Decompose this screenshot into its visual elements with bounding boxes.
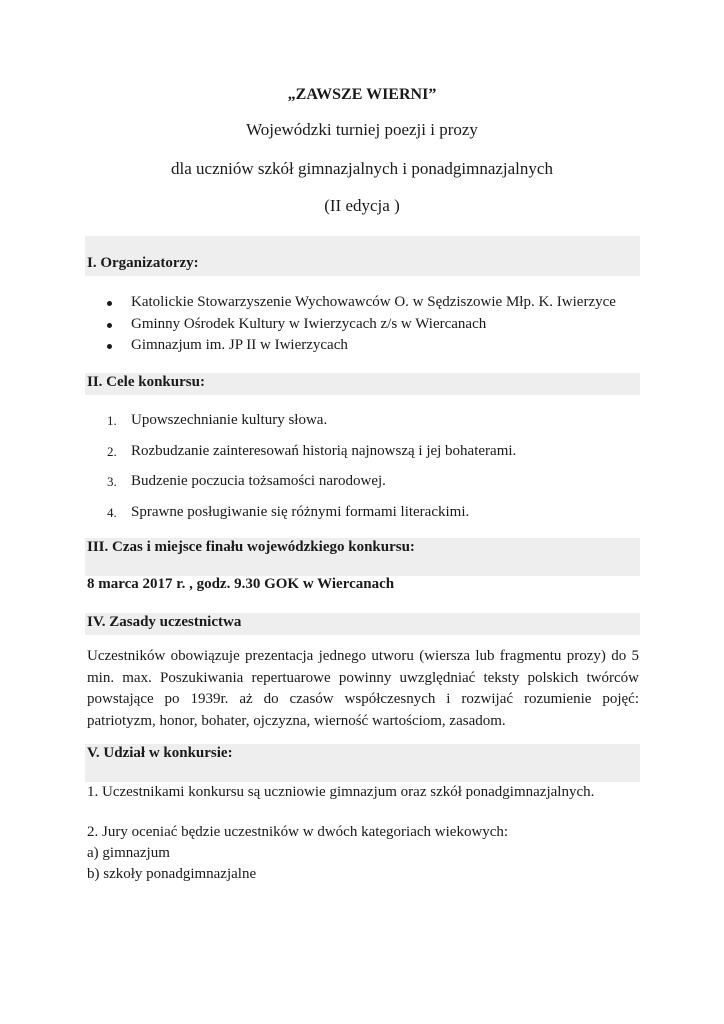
section-goals-heading: [85, 373, 640, 395]
category-b: b) szkoły ponadgimnazjalne: [87, 866, 257, 882]
list-item: Gminny Ośrodek Kultury w Iwierzycach z/s w Wiercanach: [105, 314, 645, 336]
list-number: 3.: [107, 474, 117, 489]
document-subtitle-audience: dla uczniów szkół gimnazjalnych i ponadgimnazjalnych: [171, 159, 553, 178]
participation-point-1: 1. Uczestnikami konkursu są uczniowie gimnazjum oraz szkół ponadgimnazjalnych.: [87, 784, 595, 800]
categories-intro: 2. Jury oceniać będzie uczestników w dwóch kategoriach wiekowych:: [87, 824, 509, 840]
document-title: „ZAWSZE WIERNI”: [287, 86, 437, 103]
section-organizers-heading: [85, 236, 640, 276]
participation-point-2: [87, 822, 508, 885]
section-heading-text: I. Organizatorzy:: [87, 255, 199, 271]
list-item: Katolickie Stowarzyszenie Wychowawców O. w Sędziszowie Młp. K. Iwierzyce: [105, 292, 645, 314]
final-date-location: 8 marca 2017 r. , godz. 9.30 GOK w Wiercanach: [87, 576, 395, 592]
section-rules-heading: [85, 613, 640, 635]
section-heading-text: II. Cele konkursu:: [87, 374, 205, 390]
list-number: 2.: [107, 443, 117, 459]
list-text: Sprawne posługiwanie się różnymi formami literackimi.: [131, 503, 470, 520]
list-item: Gimnazjum im. JP II w Iwierzycach: [105, 335, 645, 357]
list-item: [105, 410, 645, 441]
section-participation-heading: [85, 744, 640, 782]
list-text: Budzenie poczucia tożsamości narodowej.: [131, 473, 386, 489]
list-text: Rozbudzanie zainteresowań historią najnowszą i jej bohaterami.: [131, 442, 517, 459]
list-item: [105, 502, 645, 533]
rules-paragraph: Uczestników obowiązuje prezentacja jednego utworu (wiersza lub fragmentu prozy) do 5 min. max. Poszukiwania repertuarowe powinny uwzględniać teksty polskich twórców powstające po 1939r. aż do czasów współczesnych i rozwijać rozumienie pojęć: patriotyzm, honor, bohater, ojczyzna, wierność wartościom, zasadom.: [87, 648, 639, 729]
section-heading-text: III. Czas i miejsce finału wojewódzkiego konkursu:: [87, 539, 415, 555]
list-number: 1.: [107, 413, 117, 428]
document-subtitle: Wojewódzki turniej poezji i prozy: [246, 120, 478, 139]
category-a: a) gimnazjum: [87, 845, 170, 861]
section-heading-text: IV. Zasady uczestnictwa: [87, 614, 242, 630]
list-item: [105, 471, 645, 502]
edition-label: (II edycja ): [324, 196, 400, 215]
section-final-heading: [85, 538, 640, 576]
organizers-list: [105, 292, 645, 357]
list-text: Upowszechnianie kultury słowa.: [131, 412, 328, 428]
list-number: 4.: [107, 504, 117, 520]
section-heading-text: V. Udział w konkursie:: [87, 745, 233, 761]
goals-list: [105, 410, 645, 532]
list-item: [105, 441, 645, 472]
